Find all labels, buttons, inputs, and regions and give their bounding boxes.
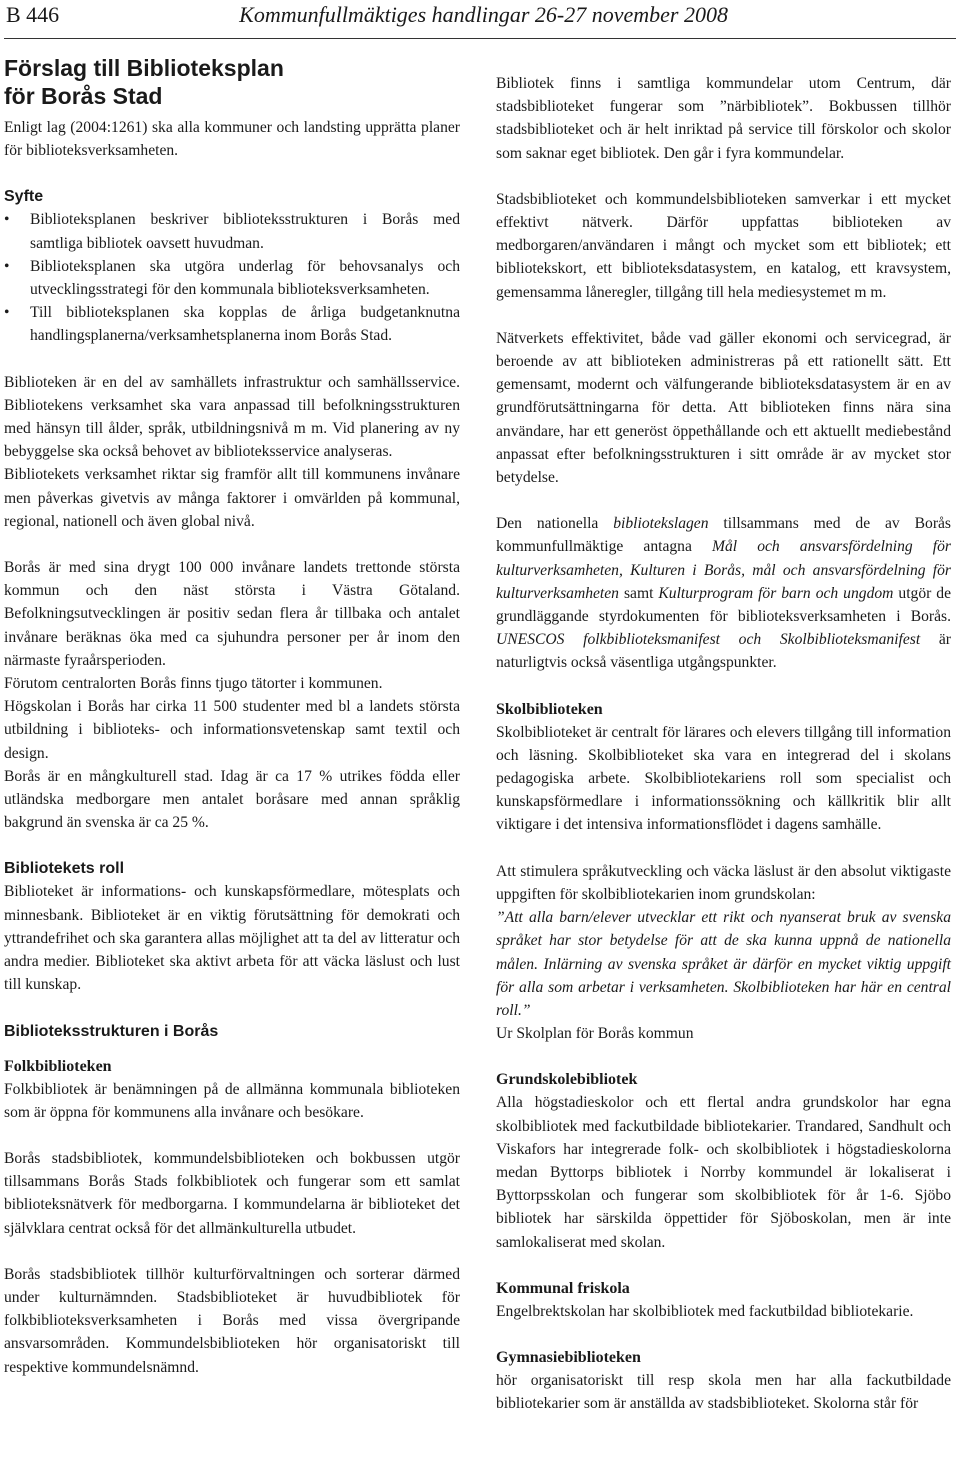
- publication-title: Kommunfullmäktiges handlingar 26-27 november 2008: [239, 2, 728, 27]
- paragraph: Borås stadsbibliotek tillhör kulturförvaltningen och sorterar därmed under kulturnämnden. Stadsbiblioteket är huvudbibliotek för folkbiblioteksverksamheten i Borås med vissa övergripande ansvarsområden. Kommundelsbiblioteken hör organisatoriskt till respektive kommundelsnämnd.: [4, 1265, 460, 1376]
- section-heading-syfte: Syfte: [4, 188, 44, 206]
- list-item: • Biblioteksplanen ska utgöra underlag för behovsanalys och utvecklingsstrategi för den kommunala biblioteksverksamheten.: [4, 255, 460, 301]
- paragraph: Borås är en mångkulturell stad. Idag är ca 17 % utrikes födda eller utländska medborgare men antalet boråsare med annan språklig bakgrund än svenska är ca 25 %.: [4, 767, 460, 832]
- subheading-grundskolebibliotek: Grundskolebibliotek: [496, 1071, 638, 1089]
- list-item: • Biblioteksplanen beskriver biblioteksstrukturen i Borås med samtliga bibliotek oavsett huvudman.: [4, 208, 460, 254]
- quote: ”Att alla barn/elever utvecklar ett rikt och nyanserat bruk av svenska språket har stor betydelse för att de ska kunna uppnå de nationella målen. Inlärning av svenska språket är därför en mycket viktig uppgift för alla som arbetar i verksamheten. Skolbiblioteken har här en central roll.”: [496, 909, 951, 1019]
- text-span: Den nationella: [496, 515, 614, 533]
- text-span: tillsammans med de av Borås kommunfullmäktige antagna: [496, 515, 951, 556]
- subheading-gymnasiebiblioteken: Gymnasiebiblioteken: [496, 1348, 641, 1366]
- paragraph: Folkbibliotek är benämningen på de allmänna kommunala biblioteken som är öppna för kommunens alla invånare och besökare.: [4, 1080, 460, 1121]
- italic-span: bibliotekslagen: [613, 515, 709, 533]
- title-line-2: för Borås Stad: [4, 83, 163, 109]
- list-item: • Till biblioteksplanen ska kopplas de årliga budgetanknutna handlingsplanerna/verksamhetsplanerna inom Borås Stad.: [4, 301, 460, 347]
- left-column: [4, 48, 460, 1379]
- section-heading-struktur: Biblioteksstrukturen i Borås: [4, 1022, 219, 1040]
- paragraph: Biblioteken är en del av samhällets infrastruktur och samhällsservice. Bibliotekens verksamhet ska vara anpassad till befolkningsstrukturen med hänsyn till ålder, språk, utbildningsnivå m m. Vid planering av ny bebyggelse ska också behovet av biblioteksservice analyseras.: [4, 373, 460, 461]
- paragraph: Engelbrektskolan har skolbibliotek med fackutbildad bibliotekarie.: [496, 1302, 914, 1320]
- subheading-skolbiblioteken: Skolbiblioteken: [496, 700, 603, 718]
- running-header: [4, 0, 956, 39]
- text-span: utgör de grundläggande styrdokumenten för biblioteksverksamheten i Borås.: [496, 584, 952, 626]
- paragraph: Biblioteket är informations- och kunskapsförmedlare, mötesplats och minnesbank. Biblioteket är en viktig förutsättning för demokrati och yttrandefrihet och ska garantera allas möjlighet att ta del av litteratur och andra medier. Biblioteket ska aktivt arbeta för att väcka läslust och lust till kunskap.: [4, 883, 460, 994]
- paragraph: Bibliotekets verksamhet riktar sig framför allt till kommunens invånare men påverkas givetvis av många faktorer i omvärlden på kommunal, regional, nationell och även global nivå.: [4, 466, 460, 530]
- italic-span: Mål och ansvarsfördelning för kulturverksamheten, Kulturen i Borås, mål och ansvarsfördelning för kulturverksamheten: [496, 538, 951, 602]
- paragraph: hör organisatoriskt till resp skola men har alla fackutbildade bibliotekarier som är anställda av stadsbiblioteket. Skolorna står för: [496, 1371, 951, 1413]
- paragraph: Förutom centralorten Borås finns tjugo tätorter i kommunen.: [4, 675, 383, 693]
- right-column: [496, 72, 951, 1415]
- paragraph: Högskolan i Borås har cirka 11 500 studenter med bl a landets största utbildning i biblioteks- och informationsvetenskap samt textil och design.: [4, 698, 460, 762]
- paragraph: Att stimulera språkutveckling och väcka läslust är den absolut viktigaste uppgiften för skolbibliotekarien inom grundskolan:: [496, 862, 951, 903]
- paragraph: Borås stadsbibliotek, kommundelsbiblioteken och bokbussen utgör tillsammans Borås Stads folkbibliotek och fungerar som ett samlat biblioteksnätverk för medborgarna. I kommundelarna är biblioteket det självklara centrat också för det allmänkulturella utbudet.: [4, 1149, 460, 1237]
- page-number: B 446: [6, 2, 60, 27]
- paragraph-styrdokument: [496, 512, 951, 674]
- italic-span: Kulturprogram för barn och ungdom: [658, 584, 894, 602]
- subheading-kommunal-friskola: Kommunal friskola: [496, 1279, 630, 1297]
- document-title: [4, 54, 460, 110]
- title-line-1: Förslag till Biblioteksplan: [4, 55, 284, 81]
- subheading-folkbiblioteken: Folkbiblioteken: [4, 1057, 112, 1075]
- paragraph: Bibliotek finns i samtliga kommundelar utom Centrum, där stadsbiblioteket fungerar som ”närbibliotek”. Bokbussen tillhör stadsbiblioteket och är helt inriktad på service till förskolor och skolor som saknar eget bibliotek. Den går i fyra kommundelar.: [496, 75, 951, 162]
- text-span: samt: [618, 584, 659, 602]
- paragraph: Skolbiblioteket är centralt för lärares och elevers tillgång till information och läsning. Skolbiblioteket ska vara en integrerad del i skolans pedagogiska arbete. Skolbibliotekariens roll som specialist och kunskapsförmedlare i informationssökning och källkritik blir allt viktigare i det intensiva informationsflödet i dagens samhälle.: [496, 723, 951, 834]
- intro-paragraph: Enligt lag (2004:1261) ska alla kommuner och landsting upprätta planer för biblioteksverksamheten.: [4, 119, 460, 160]
- paragraph: Alla högstadieskolor och ett flertal andra grundskolor har egna skolbibliotek med fackutbildade bibliotekarier. Trandared, Sandhult och Viskafors har integrerade folk- och skolbibliotek i högstadieskolorna medan Byttorps bibliotek i Norrby kommundel är lokaliserat i Byttorpsskolan och fungerar som skolbibliotek för år 1-6. Sjöbo bibliotek har särskilda öppettider för Sjöboskolan, men är inte samlokaliserat med skolan.: [496, 1094, 951, 1251]
- syfte-list: [4, 208, 460, 347]
- italic-span: UNESCOS folkbiblioteksmanifest och Skolbiblioteksmanifest: [496, 631, 921, 649]
- paragraph: Nätverkets effektivitet, både vad gäller ekonomi och servicegrad, är beroende av att biblioteken administreras på ett rationellt sätt. Ett gemensamt, modernt och välfungerande biblioteksdatasystem är en av grundförutsättningarna för detta. Att biblioteken finns nära sina användare, har ett generöst öppethållande och ett aktuellt mediebestånd anpassat efter befolkningsstrukturen i sitt område är av mycket stor betydelse.: [496, 329, 951, 487]
- text-span: är naturligtvis också väsentliga utgångspunkter.: [496, 631, 951, 672]
- paragraph: Stadsbiblioteket och kommundelsbiblioteken samverkar i ett mycket effektivt nätverk. Därför uppfattas biblioteken av medborgaren/användaren i mångt och mycket som ett bibliotek; ett bibliotekskort, ett biblioteksdatasystem, en katalog, ett kravsystem, gemensamma låneregler, tillgång till hela mediesystemet m m.: [496, 190, 951, 301]
- section-heading-roll: Bibliotekets roll: [4, 860, 125, 878]
- paragraph: Borås är med sina drygt 100 000 invånare landets trettonde största kommun och den näst största i Västra Götaland. Befolkningsutvecklingen är positiv sedan flera år tillbaka och antalet invånare beräknas öka med ca sjuhundra personer per år inom den närmaste fyraårsperioden.: [4, 559, 460, 669]
- quote-source: Ur Skolplan för Borås kommun: [496, 1025, 694, 1043]
